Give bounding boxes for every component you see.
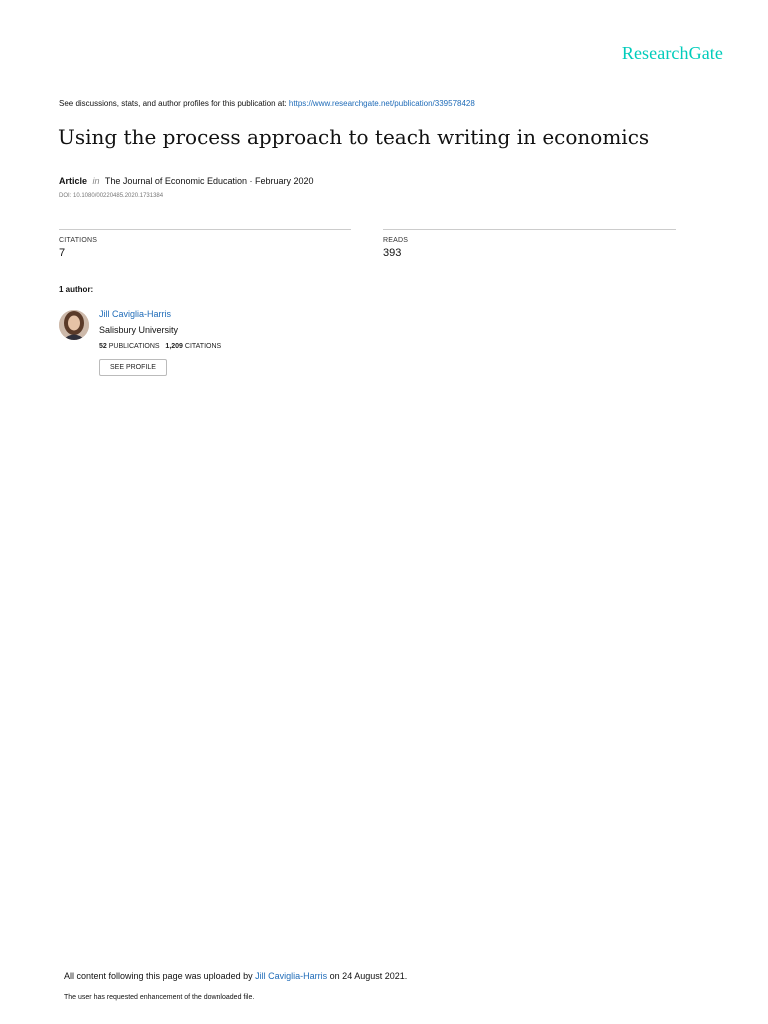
upload-prefix: All content following this page was uploaded by (64, 971, 253, 981)
author-institution: Salisbury University (99, 325, 179, 335)
author-card (99, 309, 221, 376)
authors-heading: 1 author: (59, 285, 94, 294)
publication-meta (59, 176, 314, 186)
publication-title: Using the process approach to teach writing in economics (58, 125, 650, 149)
reads-stat (383, 229, 676, 259)
meta-separator: · (246, 176, 255, 186)
author-publications-count: 52 (99, 343, 107, 350)
author-citations-label: CITATIONS (184, 343, 222, 350)
upload-suffix: on 24 August 2021. (329, 971, 408, 981)
publication-date: February 2020 (254, 176, 314, 186)
author-name-link[interactable]: Jill Caviglia-Harris (99, 309, 172, 319)
journal-name: The Journal of Economic Education (104, 176, 247, 186)
citations-label: CITATIONS (59, 237, 98, 244)
author-photo-icon (59, 310, 89, 340)
reads-label: READS (383, 237, 409, 244)
reads-value: 393 (383, 247, 402, 259)
author-stats (99, 343, 221, 350)
publication-doi: DOI: 10.1080/00220485.2020.1731384 (59, 193, 164, 199)
see-discussions-text: See discussions, stats, and author profiles for this publication at: (59, 99, 287, 108)
see-discussions-line (59, 99, 475, 108)
uploader-link[interactable]: Jill Caviglia-Harris (255, 971, 328, 981)
enhancement-note: The user has requested enhancement of the downloaded file. (64, 994, 255, 1001)
citations-stat (59, 229, 351, 259)
publication-type: Article (59, 176, 88, 186)
researchgate-logo[interactable]: ResearchGate (621, 43, 723, 63)
author-publications-label: PUBLICATIONS (108, 343, 160, 350)
author-citations-count: 1,209 (165, 343, 183, 350)
publication-url-link[interactable]: https://www.researchgate.net/publication/339578428 (288, 99, 475, 108)
upload-line (64, 971, 407, 981)
see-profile-button[interactable]: SEE PROFILE (99, 359, 167, 376)
author-avatar[interactable] (59, 310, 89, 340)
citations-value: 7 (59, 247, 66, 259)
publication-in-word: in (92, 176, 100, 186)
